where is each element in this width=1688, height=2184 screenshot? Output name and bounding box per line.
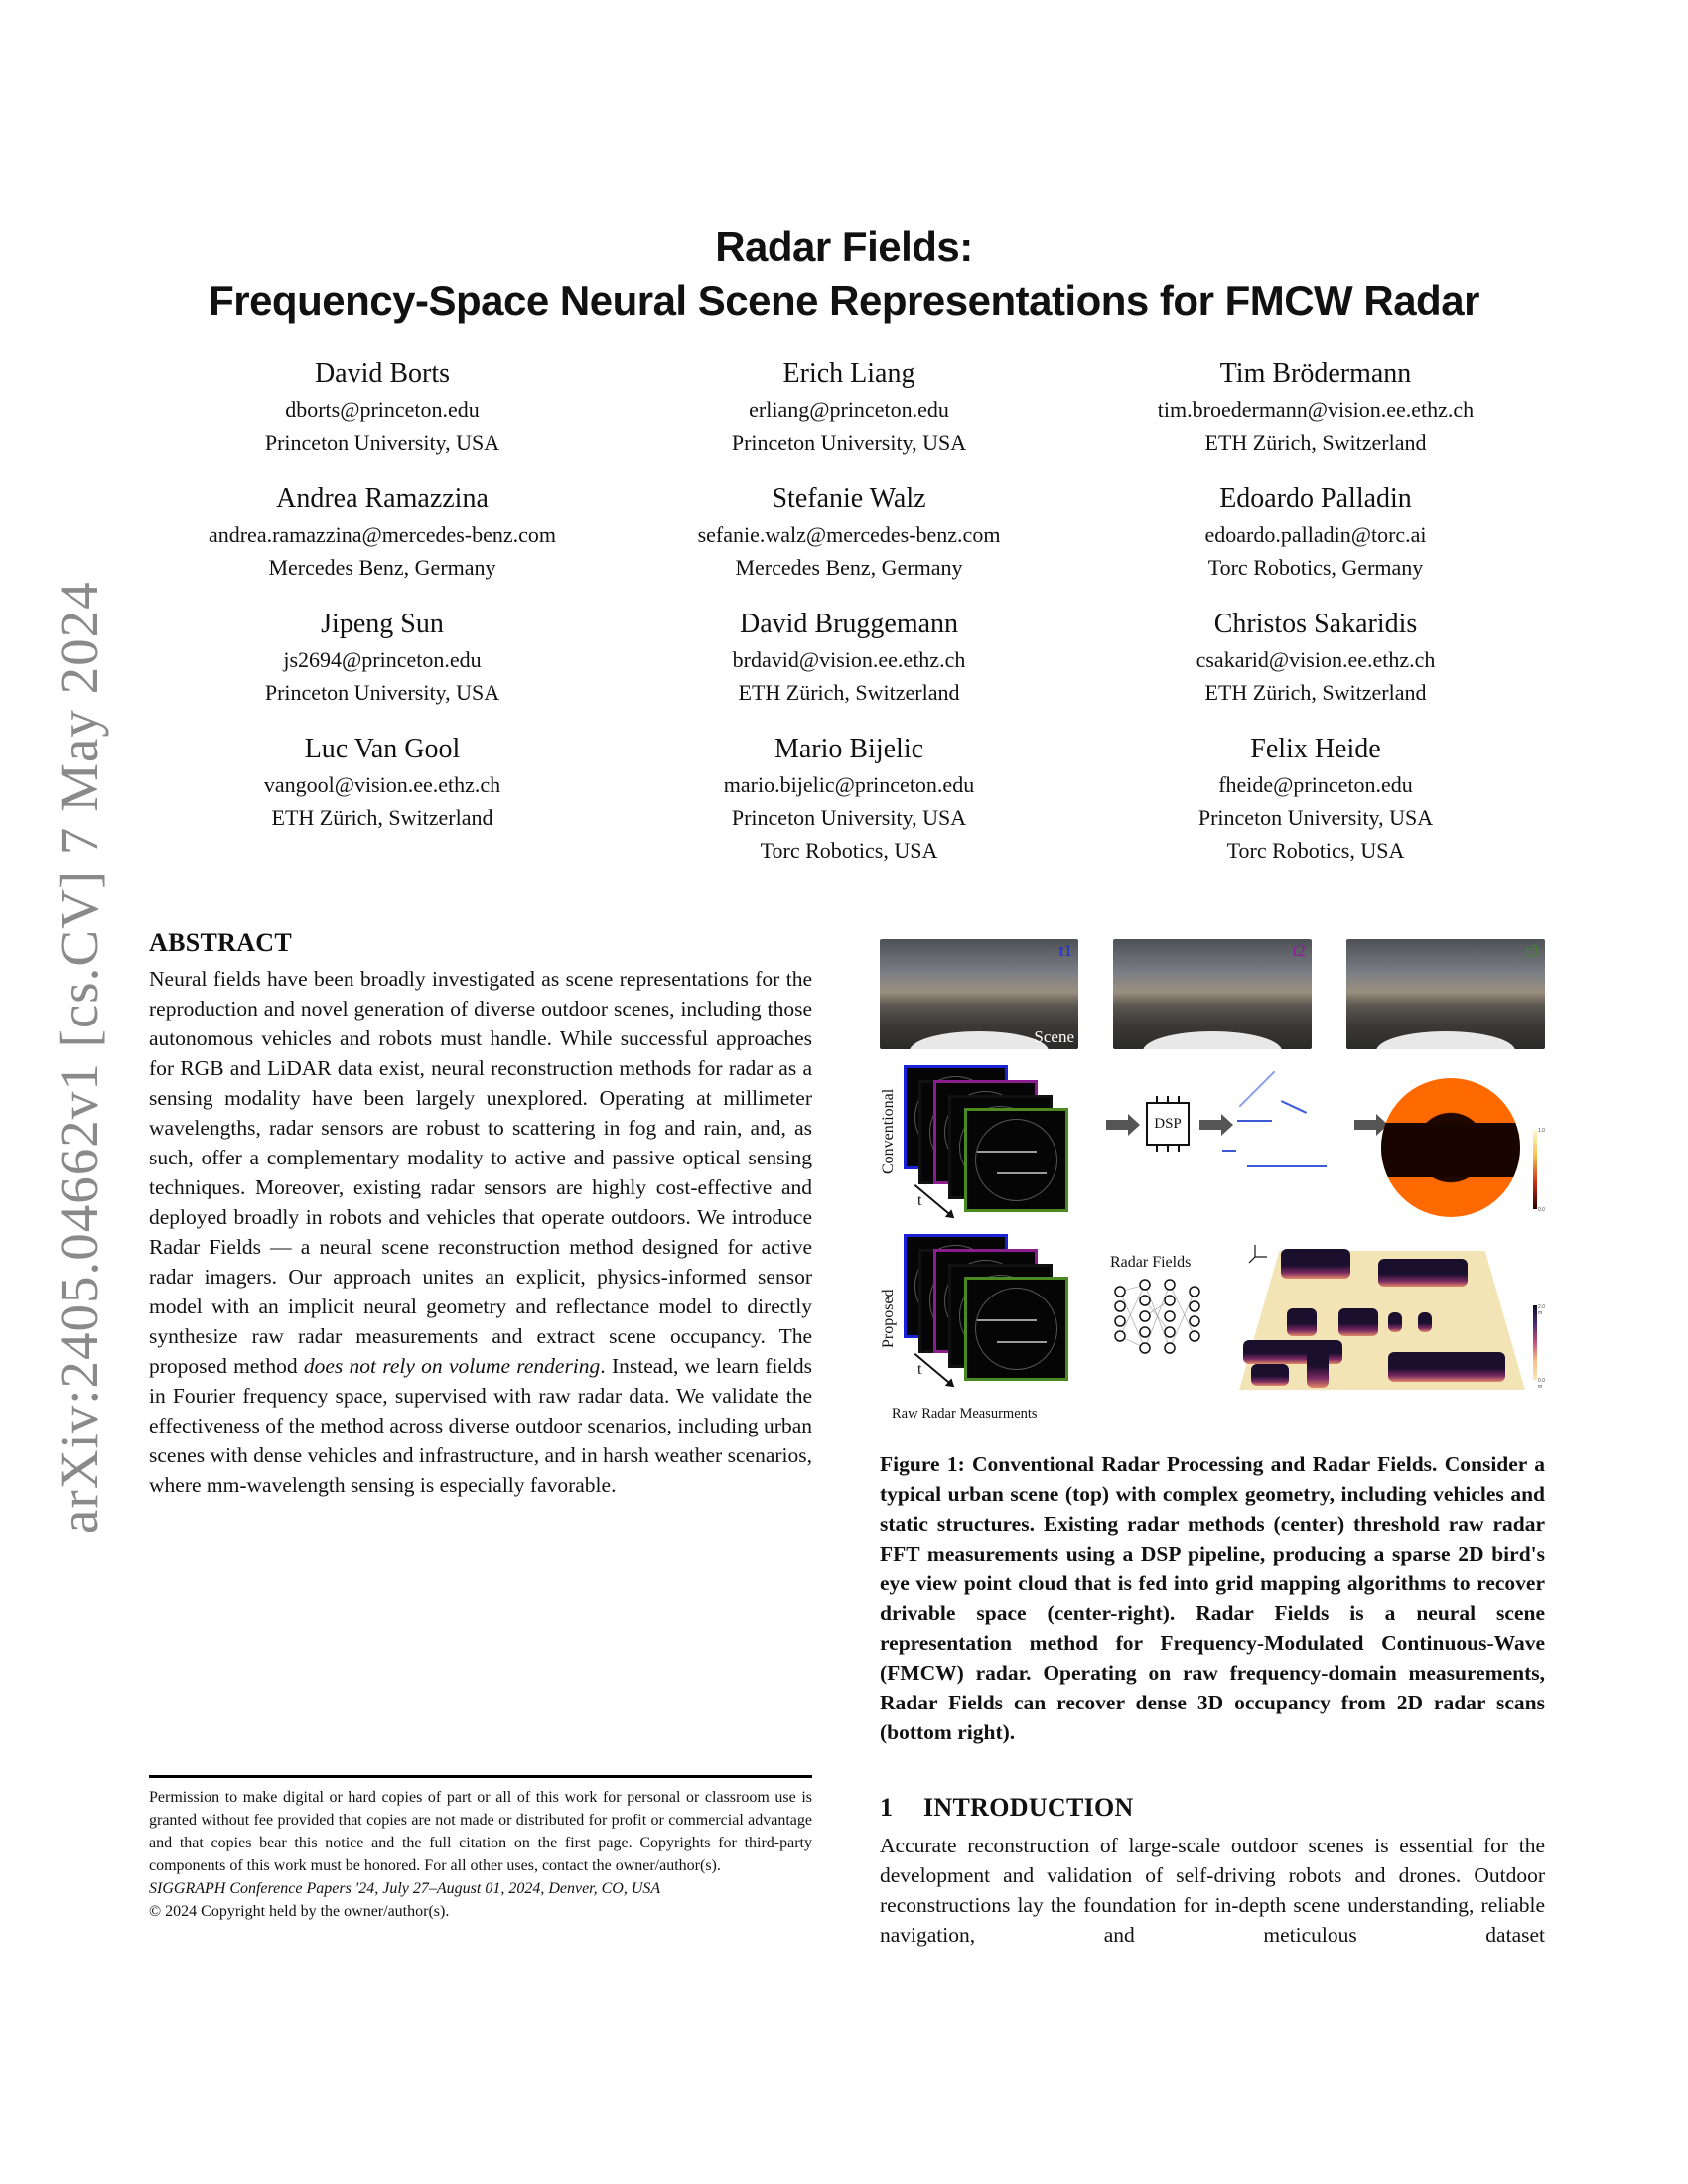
author-email[interactable]: mario.bijelic@princeton.edu — [723, 772, 975, 797]
ego-vehicle-hood — [910, 1031, 1049, 1049]
author-email[interactable]: edoardo.palladin@torc.ai — [1204, 522, 1427, 547]
abstract-body — [149, 964, 812, 1500]
scene-label: Scene — [1034, 1027, 1074, 1046]
radar-frame-t3 — [964, 1277, 1068, 1381]
structure-blob — [1338, 1308, 1378, 1336]
chip-pin — [1178, 1096, 1180, 1102]
author-block — [616, 355, 1082, 459]
introduction-body: Accurate reconstruction of large-scale outdoor scenes is essential for the development and validation of self-driving robots and drones. Outdoor reconstructions lay the foundation for in-depth scene understanding, reliable navigation, and meticulous dataset — [880, 1834, 1545, 1947]
author-affiliation: Princeton University, USA — [264, 430, 500, 455]
radar-fields-label: Radar Fields — [1110, 1254, 1192, 1271]
height-colorbar — [1533, 1305, 1537, 1380]
introduction-heading — [880, 1793, 1545, 1823]
structure-blob — [1281, 1249, 1350, 1279]
ego-vehicle-hood — [1143, 1031, 1282, 1049]
abstract-section — [149, 928, 812, 1500]
author-email[interactable]: brdavid@vision.ee.ethz.ch — [732, 647, 966, 672]
author-name: Edoardo Palladin — [1219, 483, 1412, 514]
author-email[interactable]: js2694@princeton.edu — [283, 647, 482, 672]
author-block — [616, 480, 1082, 584]
structure-blob — [1418, 1312, 1432, 1332]
author-name: Mario Bijelic — [774, 734, 924, 764]
figure-1-caption: Figure 1: Conventional Radar Processing and Radar Fields. Consider a typical urban scene (top) with complex geometry, including vehicles and static structures. Existing radar methods (center) threshold raw radar FFT measurements using a DSP pipeline, producing a sparse 2D bird's eye view point cloud that is fed into grid mapping algorithms to recover drivable space (center-right). Radar Fields is a neural scene representation method for Frequency-Modulated Continuous-Wave (FMCW) radar. Operating on raw frequency-domain measurements, Radar Fields can recover dense 3D occupancy from 2D radar scans (bottom right). — [880, 1452, 1545, 1744]
colorbar-max-label: 2.0 m — [1538, 1304, 1545, 1316]
author-name: Luc Van Gool — [304, 734, 461, 764]
author-affiliation: Princeton University, USA — [264, 680, 500, 705]
radar-frames-conventional — [904, 1065, 1092, 1234]
radar-frame-t3 — [964, 1108, 1068, 1212]
paper-title — [0, 220, 1688, 328]
figure-1 — [880, 931, 1545, 1428]
row-label-conventional: Conventional — [880, 1088, 897, 1174]
3d-axes-icon — [1247, 1243, 1269, 1265]
author-affiliation: Torc Robotics, USA — [760, 838, 938, 863]
author-name: Stefanie Walz — [772, 483, 926, 514]
abstract-heading: ABSTRACT — [149, 928, 292, 957]
title-line-1: Radar Fields: — [715, 223, 973, 270]
colorbar-max-label: 1.0 — [1538, 1128, 1545, 1134]
dsp-label: DSP — [1154, 1115, 1182, 1132]
radar-frames-proposed — [904, 1234, 1092, 1403]
copyright-line: © 2024 Copyright held by the owner/author(s). — [149, 1903, 450, 1920]
author-affiliation: Princeton University, USA — [731, 430, 967, 455]
radar-return — [997, 1172, 1047, 1174]
author-block — [149, 355, 616, 459]
arrow-right-icon — [1199, 1120, 1221, 1130]
point-cluster — [1239, 1071, 1276, 1108]
time-label-t3: t3 — [1525, 941, 1539, 960]
author-affiliation: ETH Zürich, Switzerland — [1204, 430, 1427, 455]
section-title: INTRODUCTION — [923, 1793, 1134, 1822]
radar-return — [997, 1341, 1047, 1343]
author-block — [1082, 731, 1549, 867]
author-affiliation: ETH Zürich, Switzerland — [1204, 680, 1427, 705]
author-name: Jipeng Sun — [321, 609, 444, 639]
abstract-text-part-2: . Instead, we learn fields in Fourier frequency space, supervised with raw radar data. We validate the effectiveness of the method across diverse outdoor scenarios, including urban scenes with dense vehicles and infrastructure, and in harsh weather scenarios, where mm-wavelength sensing is especially favorable. — [149, 1354, 813, 1497]
introduction-section — [880, 1793, 1545, 1950]
footnote-rule — [149, 1775, 812, 1778]
structure-blob — [1287, 1308, 1317, 1336]
structure-blob — [1378, 1259, 1468, 1287]
chip-pin — [1167, 1096, 1169, 1102]
author-block — [1082, 355, 1549, 459]
bev-point-cloud — [1222, 1078, 1341, 1177]
structure-blob — [1388, 1352, 1505, 1382]
author-email[interactable]: sefanie.walz@mercedes-benz.com — [697, 522, 1001, 547]
time-label-t2: t2 — [1292, 941, 1306, 960]
row-label-proposed: Proposed — [880, 1289, 897, 1348]
author-affiliation: Torc Robotics, Germany — [1207, 555, 1424, 580]
author-name: Christos Sakaridis — [1213, 609, 1418, 639]
author-name: Tim Brödermann — [1219, 358, 1412, 389]
colorbar-min-label: 0.0 m — [1538, 1378, 1545, 1390]
scene-photo-t3 — [1346, 939, 1545, 1049]
abstract-italic-phrase: does not rely on volume rendering — [303, 1354, 601, 1378]
ego-vehicle-hood — [1376, 1031, 1515, 1049]
scene-photo-t2 — [1113, 939, 1312, 1049]
chip-pin — [1167, 1146, 1169, 1152]
author-email[interactable]: tim.broedermann@vision.ee.ethz.ch — [1157, 397, 1475, 422]
author-block — [149, 731, 616, 867]
section-number: 1 — [880, 1793, 894, 1822]
chip-pin — [1178, 1146, 1180, 1152]
time-label-t1: t1 — [1058, 941, 1072, 960]
structure-blob — [1307, 1340, 1329, 1388]
arxiv-identifier-stamp: arXiv:2405.04662v1 [cs.CV] 7 May 2024 — [49, 581, 109, 1534]
author-grid — [149, 355, 1549, 867]
author-affiliation: Princeton University, USA — [1197, 805, 1434, 830]
point-cluster — [1247, 1165, 1327, 1167]
arrow-right-icon — [1354, 1120, 1376, 1130]
author-affiliation: Princeton University, USA — [731, 805, 967, 830]
3d-occupancy-reconstruction — [1239, 1241, 1525, 1390]
author-email[interactable]: andrea.ramazzina@mercedes-benz.com — [208, 522, 557, 547]
chip-pin — [1156, 1096, 1158, 1102]
author-name: Erich Liang — [782, 358, 915, 389]
arrow-right-icon — [1106, 1120, 1128, 1130]
dsp-chip-icon — [1146, 1102, 1190, 1146]
author-name: David Bruggemann — [739, 609, 959, 639]
radar-return — [977, 1151, 1037, 1153]
point-cluster — [1281, 1100, 1307, 1114]
structure-blob — [1388, 1312, 1402, 1332]
author-affiliation: ETH Zürich, Switzerland — [738, 680, 960, 705]
permission-notice: Permission to make digital or hard copies of part or all of this work for personal or classroom use is granted without fee provided that copies are not made or distributed for profit or commercial advantage and that copies bear this notice and the full citation on the first page. Copyrights for third-party components of this work must be honored. For all other uses, contact the owner/author(s). — [149, 1789, 812, 1874]
author-block — [616, 731, 1082, 867]
colorbar-min-label: 0.0 — [1538, 1207, 1545, 1213]
copyright-footnote — [149, 1775, 812, 1923]
structure-blob — [1251, 1364, 1289, 1386]
raw-radar-label: Raw Radar Measurments — [892, 1406, 1038, 1422]
author-affiliation: ETH Zürich, Switzerland — [271, 805, 493, 830]
occupied-region — [1381, 1123, 1520, 1177]
author-block — [149, 480, 616, 584]
time-axis-label: t — [917, 1361, 922, 1378]
title-line-2: Frequency-Space Neural Scene Representations for FMCW Radar — [209, 277, 1479, 324]
author-name: David Borts — [314, 358, 451, 389]
occupancy-colorbar — [1533, 1130, 1537, 1209]
occupancy-grid-map — [1381, 1078, 1520, 1217]
chip-pin — [1156, 1146, 1158, 1152]
author-name: Felix Heide — [1250, 734, 1381, 764]
neural-network-icon — [1100, 1277, 1219, 1356]
point-cluster — [1222, 1150, 1236, 1152]
author-affiliation: Mercedes Benz, Germany — [735, 555, 963, 580]
author-email[interactable]: vangool@vision.ee.ethz.ch — [263, 772, 501, 797]
author-name: Andrea Ramazzina — [276, 483, 489, 514]
author-block — [616, 606, 1082, 709]
time-axis-label: t — [917, 1192, 922, 1209]
author-block — [149, 606, 616, 709]
abstract-text-part-1: Neural fields have been broadly investigated as scene representations for the reproduction and novel generation of diverse outdoor scenes, including those autonomous vehicles and robots must handle. While successful approaches for RGB and LiDAR data exist, neural reconstruction methods for radar as a sensing modality have been largely unexplored. Operating at millimeter wavelengths, radar sensors are robust to scattering in fog and rain, and, as such, offer a complementary modality to active and passive optical sensing techniques. Moreover, existing radar sensors are highly cost-effective and deployed broadly in robots and vehicles that operate outdoors. We introduce Radar Fields — a neural scene reconstruction method designed for active radar imagers. Our approach unites an explicit, physics-informed sensor model with an implicit neural geometry and reflectance model to directly synthesize raw radar measurements and extract scene occupancy. The proposed method — [149, 967, 812, 1378]
author-block — [1082, 480, 1549, 584]
author-email[interactable]: erliang@princeton.edu — [749, 397, 949, 422]
conference-venue: SIGGRAPH Conference Papers '24, July 27–August 01, 2024, Denver, CO, USA — [149, 1880, 661, 1897]
scene-photo-t1 — [880, 939, 1078, 1049]
author-affiliation: Torc Robotics, USA — [1226, 838, 1405, 863]
author-affiliation: Mercedes Benz, Germany — [268, 555, 496, 580]
point-cluster — [1237, 1120, 1272, 1122]
radar-return — [977, 1319, 1037, 1321]
author-email[interactable]: csakarid@vision.ee.ethz.ch — [1196, 647, 1436, 672]
author-block — [1082, 606, 1549, 709]
author-email[interactable]: dborts@princeton.edu — [285, 397, 480, 422]
author-email[interactable]: fheide@princeton.edu — [1218, 772, 1413, 797]
